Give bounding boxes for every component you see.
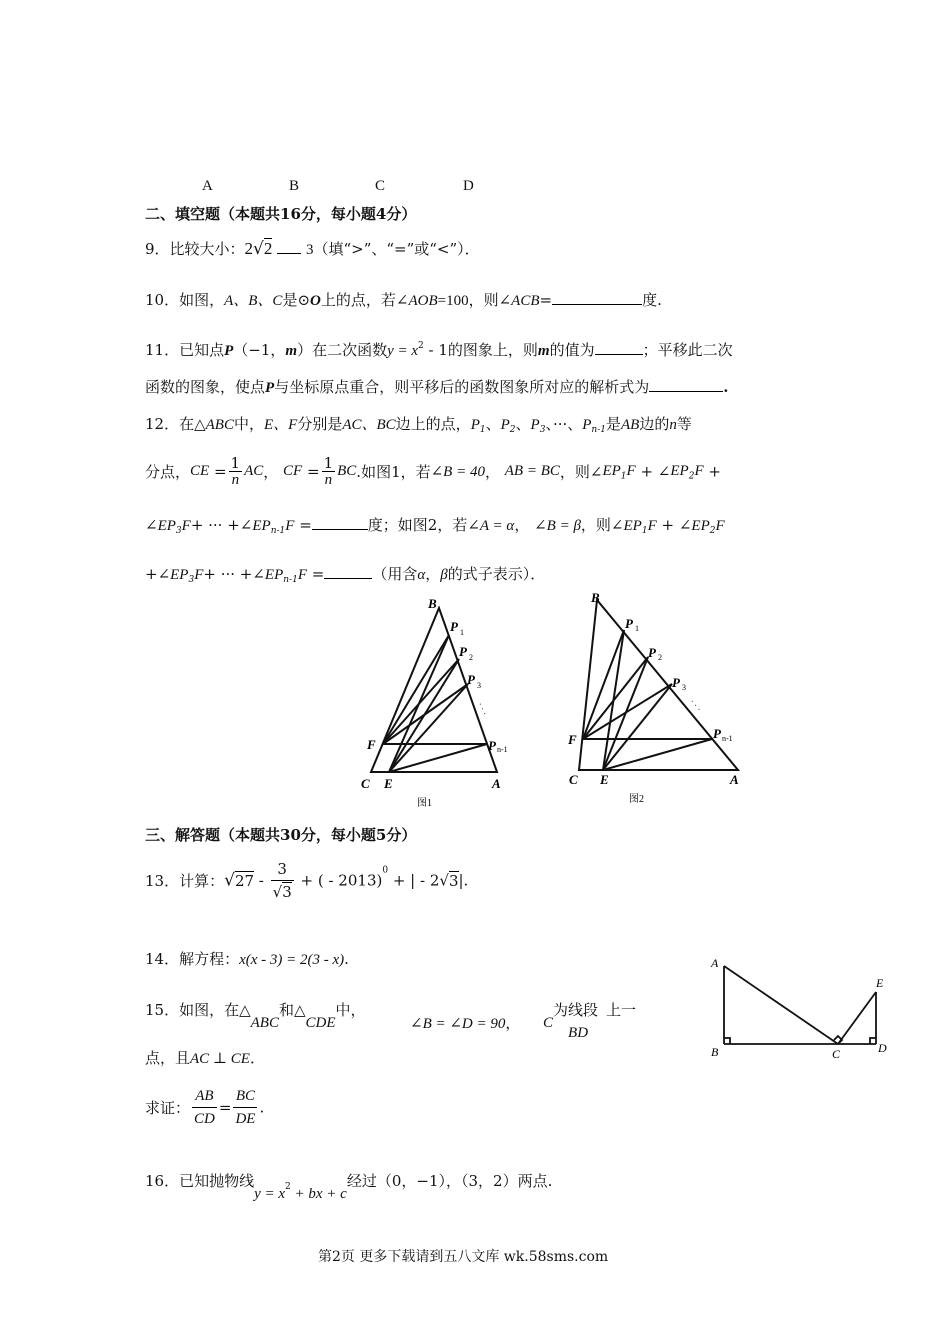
q11-func: y = x bbox=[387, 343, 419, 359]
q12-t14: +∠ bbox=[145, 565, 171, 583]
q12-epn-f: F bbox=[285, 518, 295, 534]
q13-frac-den: 3 bbox=[282, 883, 292, 901]
question-12-line4: $+\angle EP_3F+$ ··· $+\angle EP_{n-1}F$ = （用含α，β的式子表示）． bbox=[145, 565, 546, 585]
fig1-label-e: E bbox=[384, 776, 393, 791]
q13-zero: 0 bbox=[382, 865, 389, 876]
q12-eq4: = bbox=[311, 565, 325, 583]
q15-bd: BD bbox=[568, 1025, 589, 1041]
q13-rest2: + | - 2 bbox=[388, 871, 440, 890]
q10-eq: = bbox=[539, 291, 553, 309]
fig2-label-p1: P bbox=[625, 616, 633, 631]
question-10 bbox=[145, 289, 662, 310]
q12-ep1b-sub: 1 bbox=[641, 526, 648, 536]
question-11-line2 bbox=[145, 376, 728, 397]
q13-r27: 27 bbox=[234, 871, 255, 890]
q12-ep3b: EP bbox=[170, 567, 189, 583]
q10-text-a: 是⊙ bbox=[282, 291, 311, 309]
q12-eq1: = bbox=[213, 462, 227, 481]
fig2-label-p3-sub: 3 bbox=[682, 683, 686, 692]
q12-ef: E、F bbox=[263, 417, 298, 433]
q12-ep3b-f: F bbox=[194, 567, 204, 583]
fig2-label-p2-sub: 2 bbox=[658, 653, 662, 662]
question-13: 13．计算：√27 - $\frac{3}{√3}$ + ( - 2013)$^0$ + | - 2√3|. bbox=[145, 860, 469, 901]
question-9: 9．比较大小：2√2 3（填“>”、“=”或“<”）． bbox=[145, 239, 480, 259]
q15-seg: 为线段 bbox=[553, 1001, 599, 1019]
fig1-label-p1: P bbox=[450, 619, 458, 634]
q16-label: 16．已知抛物线 bbox=[145, 1172, 255, 1190]
q12-ep2b-f: F bbox=[715, 518, 725, 534]
fig1-label-p3-sub: 3 bbox=[477, 681, 481, 690]
fig1-label-p3: P bbox=[467, 672, 475, 687]
q15-frac-1 bbox=[192, 1085, 217, 1130]
q9-blank[interactable] bbox=[277, 239, 301, 254]
q12-t15: + ··· +∠ bbox=[203, 565, 265, 583]
figure-15 bbox=[700, 950, 900, 1060]
q12-plus: + bbox=[708, 462, 721, 481]
q12-t17: 的式子表示）． bbox=[447, 565, 546, 583]
q10-blank[interactable] bbox=[552, 290, 642, 305]
fig15-label-a: A bbox=[711, 956, 719, 970]
q16-rest: + bx + c bbox=[290, 1186, 347, 1202]
q12-ep2-f: F bbox=[694, 463, 704, 479]
q10-circle-o: O bbox=[310, 293, 321, 309]
q12-frac2-num: 1 bbox=[323, 454, 334, 472]
q11-text-c: 的值为 bbox=[549, 341, 595, 359]
fig1-label-c: C bbox=[361, 776, 370, 791]
question-14 bbox=[145, 948, 349, 969]
choice-label-d: D bbox=[463, 178, 474, 194]
q13-end: |. bbox=[458, 871, 469, 890]
q16-tail: 经过（0，−1），（3，2）两点. bbox=[346, 1172, 553, 1190]
q12-epn-sub: n-1 bbox=[270, 526, 286, 536]
figure-1 bbox=[355, 592, 525, 814]
q11-blank-2[interactable] bbox=[649, 377, 723, 392]
q15-c: C bbox=[543, 1015, 554, 1031]
q12-bc: BC bbox=[337, 463, 357, 479]
q12-n: n bbox=[669, 417, 677, 433]
q12-ep2: EP bbox=[670, 463, 689, 479]
fig1-label-pn: P bbox=[488, 738, 496, 753]
q12-pn: P bbox=[582, 417, 592, 433]
q12-alpha: ∠A = α bbox=[467, 518, 515, 534]
q15-frac-2 bbox=[233, 1085, 257, 1130]
q10-points: A、B、C bbox=[224, 293, 283, 309]
q12-ep1-f: F bbox=[626, 463, 636, 479]
question-12-line2: 分点，CE = $\frac{1}{n}$ AC， CF = $\frac{1}{n}$ BC.如图1，若∠B = 40， AB = BC，则$\angle EP_1F$ + $\angle EP_2F$ + bbox=[145, 454, 721, 488]
q12-p3: P bbox=[530, 417, 540, 433]
q12-blank-1[interactable] bbox=[312, 515, 368, 530]
q15-perp: AC ⊥ CE bbox=[190, 1051, 250, 1067]
q12-frac2-den: n bbox=[324, 472, 333, 488]
fig2-label-p1-sub: 1 bbox=[635, 624, 639, 633]
q12-ce: CE bbox=[190, 463, 210, 479]
fig1-label-b: B bbox=[428, 596, 437, 611]
q15-l2a: 点，且 bbox=[145, 1049, 191, 1067]
q12-ep1b-f: F bbox=[647, 518, 657, 534]
q12-t9: ，则∠ bbox=[559, 463, 603, 481]
q15-comma: ， bbox=[505, 1014, 521, 1032]
q13-frac-num: 3 bbox=[271, 858, 294, 881]
q9-label: 9．比较大小： bbox=[145, 240, 245, 258]
q13-frac: $\frac{3}{√3}$ bbox=[272, 860, 292, 901]
fig2-label-c: C bbox=[569, 772, 578, 787]
q12-al: α bbox=[417, 567, 426, 583]
q12-blank-2[interactable] bbox=[324, 564, 372, 579]
page-footer: 第2页 更多下载请到五八文库 wk.58sms.com bbox=[318, 1249, 609, 1265]
q11-text-a: ）在二次函数 bbox=[297, 341, 388, 359]
q12-p2-sub: 2 bbox=[509, 425, 516, 435]
q12-t10: ∠ bbox=[145, 516, 158, 534]
question-15-line1 bbox=[145, 999, 366, 1031]
fig1-dots: · · · bbox=[475, 700, 490, 718]
q15-eq: = bbox=[218, 1098, 232, 1117]
q12-frac-2 bbox=[322, 455, 336, 488]
q15-cd: CD bbox=[194, 1111, 215, 1127]
q12-t7: 分点， bbox=[145, 463, 191, 481]
q9-radicand: 2 bbox=[263, 239, 273, 258]
q12-pn-sub: n-1 bbox=[591, 425, 606, 435]
q12-frac-1 bbox=[229, 455, 243, 488]
q12-label: 12．在△ bbox=[145, 415, 206, 433]
question-11-line1 bbox=[145, 339, 733, 360]
fig2-label-pn-sub: n-1 bbox=[722, 734, 733, 743]
q14-end: . bbox=[344, 950, 349, 968]
q12-t4: 是 bbox=[606, 415, 622, 433]
fig2-label-b: B bbox=[591, 590, 600, 605]
q12-epn: EP bbox=[252, 518, 271, 534]
q12-ep1: EP bbox=[602, 463, 621, 479]
q12-eq2: = bbox=[307, 462, 320, 481]
section-2-title: 二、填空题（本题共16分，每小题4分） bbox=[145, 205, 417, 223]
q12-t3: 边上的点， bbox=[395, 415, 471, 433]
q15-up: 上一 bbox=[606, 1001, 637, 1019]
q15-end: . bbox=[259, 1098, 265, 1117]
fig1-caption: 图1 bbox=[417, 798, 432, 809]
q15-prove: 求证： bbox=[145, 1099, 191, 1117]
q15-ab: AB bbox=[192, 1085, 217, 1108]
q11-dot: . bbox=[723, 378, 729, 396]
q13-r3b: 3 bbox=[448, 871, 459, 890]
q15-angles: ∠B = ∠D = 90 bbox=[410, 1016, 506, 1032]
q16-sq: 2 bbox=[285, 1182, 291, 1192]
choice-label-c: C bbox=[375, 178, 386, 194]
q12-t8: .如图1，若 bbox=[356, 463, 431, 481]
q12-t12: 度；如图2，若 bbox=[367, 516, 468, 534]
question-15-angles bbox=[410, 1012, 520, 1033]
q15-abc: ABC bbox=[250, 1015, 279, 1031]
q12-t1: 中， bbox=[233, 415, 264, 433]
q9-coef: 2 bbox=[244, 239, 254, 258]
q10-angle-acb: ∠ACB bbox=[498, 293, 540, 309]
fig15-label-c: C bbox=[832, 1047, 841, 1060]
question-15-line2 bbox=[145, 1047, 265, 1068]
q16-func: y = x bbox=[254, 1186, 286, 1202]
q11-label: 11．已知点 bbox=[145, 341, 225, 359]
q13-rest1: + ( - 2013) bbox=[295, 871, 383, 890]
q15-bc: BC bbox=[233, 1085, 257, 1108]
fig2-label-pn: P bbox=[713, 726, 721, 741]
q10-value: =100 bbox=[437, 293, 469, 309]
q12-t6: 等 bbox=[676, 415, 692, 433]
q12-dots: 、···、 bbox=[545, 415, 583, 433]
q12-abbc: AB = BC bbox=[504, 463, 560, 479]
q15-mid: 中， bbox=[335, 1001, 366, 1019]
question-15-c-segment bbox=[543, 999, 648, 1041]
fig15-label-e: E bbox=[876, 976, 884, 990]
q12-p2: P bbox=[500, 417, 510, 433]
fig1-label-p2: P bbox=[459, 644, 467, 659]
q11-sq: 2 bbox=[418, 341, 424, 351]
q12-frac1-den: n bbox=[231, 472, 240, 488]
q12-ep3-sub: 3 bbox=[175, 526, 182, 536]
fig1-label-a: A bbox=[492, 776, 501, 791]
q11-text-f: 与坐标原点重合，则平移后的函数图象所对应的解析式为 bbox=[274, 378, 650, 396]
q14-equation: x(x - 3) = 2(3 - x) bbox=[239, 952, 345, 968]
q11-point-p: P bbox=[224, 343, 234, 359]
q10-text-c: ，则 bbox=[468, 291, 499, 309]
q12-t11: + ··· +∠ bbox=[190, 516, 253, 534]
fig2-label-a: A bbox=[730, 772, 739, 787]
q12-b40: ∠B = 40 bbox=[430, 464, 485, 480]
q14-label: 14．解方程： bbox=[145, 950, 240, 968]
q12-p1-sub: 1 bbox=[479, 425, 486, 435]
q12-p1: P bbox=[470, 417, 480, 433]
fig2-label-p2: P bbox=[648, 645, 656, 660]
q13-label: 13．计算： bbox=[145, 872, 225, 890]
q11-text-e: 函数的图象，使点 bbox=[145, 378, 266, 396]
q13-minus: - bbox=[254, 871, 269, 890]
q10-label: 10．如图， bbox=[145, 291, 225, 309]
figure-2 bbox=[565, 586, 755, 808]
q12-eq3: = bbox=[299, 516, 312, 534]
q11-m2: m bbox=[537, 343, 550, 359]
fig2-label-p3: P bbox=[672, 675, 680, 690]
q12-beta: ∠B = β bbox=[534, 518, 581, 534]
question-16 bbox=[145, 1170, 553, 1202]
q11-text-b: 的图象上，则 bbox=[447, 341, 538, 359]
q12-abc: ABC bbox=[205, 417, 234, 433]
q12-frac1-num: 1 bbox=[230, 454, 241, 472]
q15-label: 15．如图，在△ bbox=[145, 1001, 251, 1019]
q11-coords: （−1， bbox=[233, 341, 286, 359]
fig2-label-e: E bbox=[600, 772, 609, 787]
q12-ab: AB bbox=[621, 417, 640, 433]
q11-point-p2: P bbox=[265, 380, 275, 396]
q12-epnb: EP bbox=[264, 567, 284, 583]
q15-cde: CDE bbox=[305, 1015, 336, 1031]
q12-ep2b: EP bbox=[691, 518, 710, 534]
section-3-title: 三、解答题（本题共30分，每小题5分） bbox=[145, 826, 417, 844]
q12-ep1b: EP bbox=[623, 518, 642, 534]
q10-text-b: 上的点，若 bbox=[320, 291, 396, 309]
q12-ep2-sub: 2 bbox=[688, 471, 695, 482]
q12-epnb-sub: n-1 bbox=[283, 575, 298, 585]
q10-angle-aob: ∠AOB bbox=[395, 293, 438, 309]
q11-m: m bbox=[285, 343, 298, 359]
fig2-label-f: F bbox=[568, 732, 577, 747]
q9-rhs: 3 bbox=[305, 242, 314, 258]
q12-t2: 分别是 bbox=[297, 415, 343, 433]
q12-ep3-f: F bbox=[181, 518, 191, 534]
choice-label-a: A bbox=[202, 178, 213, 194]
question-12-line3: $\angle EP_3F+$ ··· $+\angle EP_{n-1}F$ = 度；如图2，若∠A = α， ∠B = β，则$\angle EP_1F$ + $\angle EP_2F$ bbox=[145, 516, 725, 536]
question-15-prove bbox=[145, 1085, 264, 1130]
fig1-label-p1-sub: 1 bbox=[460, 628, 464, 637]
fig2-dots: · · · bbox=[687, 696, 704, 714]
q12-t5: 边的 bbox=[639, 415, 670, 433]
q12-ep3: EP bbox=[157, 518, 176, 534]
q12-ep3b-sub: 3 bbox=[188, 575, 195, 585]
q15-dot: ． bbox=[249, 1049, 265, 1067]
q15-and: 和△ bbox=[278, 1001, 306, 1019]
q12-p3-sub: 3 bbox=[539, 425, 546, 435]
q12-ep2b-sub: 2 bbox=[709, 526, 716, 536]
q12-ac: AC bbox=[244, 463, 264, 479]
q11-minus1: - 1 bbox=[423, 341, 448, 359]
fig1-label-p2-sub: 2 bbox=[469, 653, 473, 662]
fig1-label-f: F bbox=[367, 737, 376, 752]
q12-acbc: AC、BC bbox=[342, 417, 396, 433]
q15-de: DE bbox=[235, 1111, 256, 1127]
q12-t16: （用含 bbox=[372, 565, 418, 583]
q10-unit: 度. bbox=[642, 291, 662, 309]
choice-label-b: B bbox=[289, 178, 300, 194]
fig15-label-b: B bbox=[711, 1045, 719, 1059]
fig15-label-d: D bbox=[878, 1041, 887, 1055]
q12-epnb-f: F bbox=[297, 567, 307, 583]
q12-be: β bbox=[440, 567, 448, 583]
q11-blank-1[interactable] bbox=[595, 340, 643, 355]
fig1-label-pn-sub: n-1 bbox=[497, 745, 508, 754]
fig2-caption: 图2 bbox=[629, 794, 644, 805]
q12-cf: CF bbox=[283, 463, 303, 479]
q12-t13: ，则∠ bbox=[580, 516, 624, 534]
q9-hint: （填“>”、“=”或“<”）． bbox=[313, 240, 480, 258]
q11-text-d: ；平移此二次 bbox=[642, 341, 733, 359]
q12-ep1-sub: 1 bbox=[620, 471, 627, 482]
question-12-line1: 12．在△ABC中，E、F分别是AC、BC边上的点，$P_1$、$P_2$、$P_3$、···、$P_{n-1}$是AB边的n等 bbox=[145, 415, 692, 435]
